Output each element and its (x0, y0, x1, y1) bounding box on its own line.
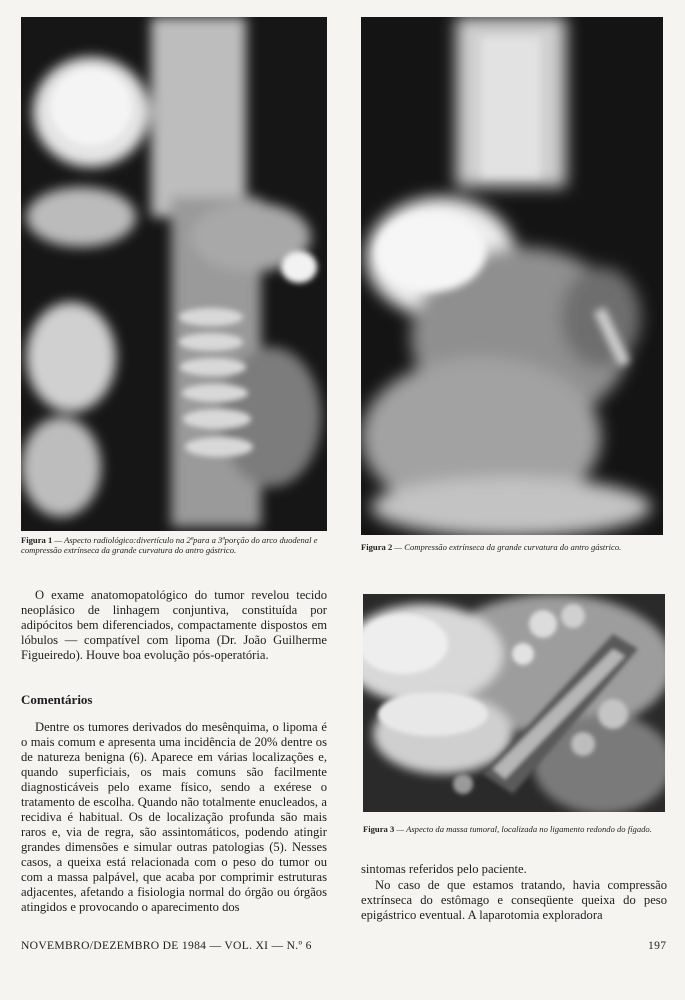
page-number: 197 (648, 939, 667, 952)
body-paragraph-1: O exame anatomopatológico do tumor revelou tecido neoplásico de linhagem conjuntiva, constituída por adipócitos bem diferenciados, compactamente dispostos em lóbulos — compatível com lipoma (Dr. João Guilherme Figueiredo). Houve boa evolução pós-operatória. (21, 588, 327, 662)
body-paragraph-2: Dentre os tumores derivados do mesênquima, o lipoma é o mais comum e apresenta uma incidência de 20% dentre os de natureza benigna (6). Aparece em várias localizações e, quando superficiais, os mais comuns são facilmente diagnosticáveis pelo exame físico, sendo a exérese o tratamento de escolha. Quando não totalmente enucleados, a recidiva é habitual. Os de localização profunda são mais raros e, via de regra, são assintomáticos, podendo atingir grandes dimensões e simular outras patologias (5). Nesses casos, a queixa está relacionada com o peso do tumor ou com a massa palpável, que acaba por comprimir estruturas adjacentes, afetando a fisiologia normal do órgão ou órgãos atingidos e provocando o aparecimento dos (21, 720, 327, 914)
figure-2-label: Figura 2 (361, 542, 393, 552)
figure-3-caption-text: Aspecto da massa tumoral, localizada no ligamento redondo do fígado. (406, 824, 652, 834)
figure-2-caption: Figura 2 — Compressão extrínseca da grande curvatura do antro gástrico. (361, 542, 622, 552)
figure-1-caption-text: Aspecto radiológico:divertículo na 2ªpara a 3ªporção do arco duodenal e compressão extrínseca da grande curvatura do antro gástrico. (21, 535, 318, 556)
figure-2-caption-text: Compressão extrínseca da grande curvatura do antro gástrico. (404, 542, 622, 552)
figure-1-radiograph (21, 17, 327, 531)
footer-journal-info: NOVEMBRO/DEZEMBRO DE 1984 — VOL. XI — N.º 6 (21, 939, 312, 952)
section-heading-comentarios: Comentários (21, 692, 93, 707)
figure-3-label: Figura 3 (363, 824, 395, 834)
figure-3-caption: Figura 3 — Aspecto da massa tumoral, localizada no ligamento redondo do fígado. (363, 824, 652, 834)
body-paragraph-3: sintomas referidos pelo paciente. (361, 862, 527, 876)
figure-1-label: Figura 1 (21, 535, 53, 545)
figure-3-surgical-photo (363, 594, 665, 812)
figure-1-caption: Figura 1 — Aspecto radiológico:divertículo na 2ªpara a 3ªporção do arco duodenal e compressão extrínseca da grande curvatura do antro gástrico. (21, 535, 318, 556)
body-paragraph-4: No caso de que estamos tratando, havia compressão extrínseca do estômago e conseqüente queixa do peso epigástrico eventual. A laparotomia exploradora (361, 878, 667, 922)
figure-2-radiograph (361, 17, 663, 535)
